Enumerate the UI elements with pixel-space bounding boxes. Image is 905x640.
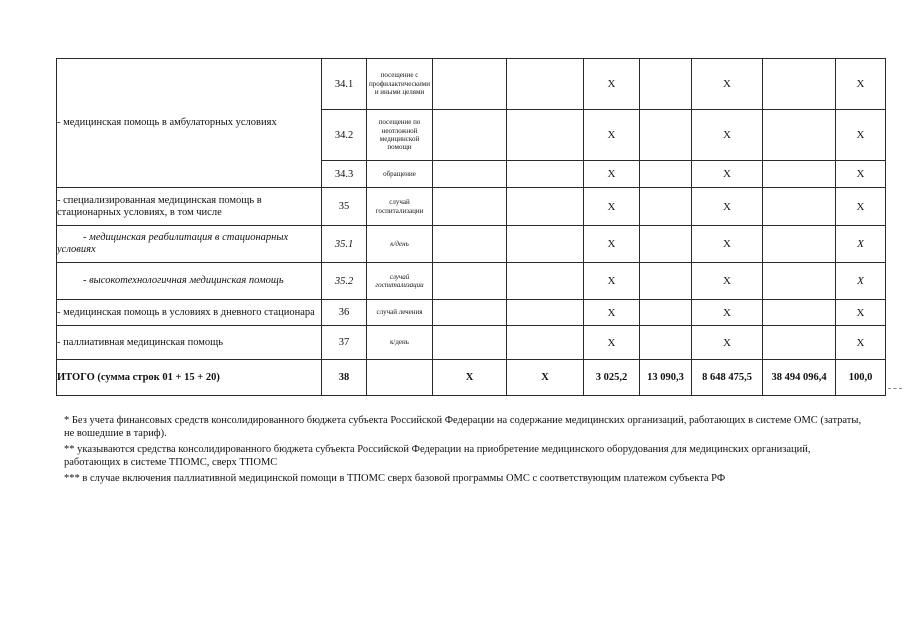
empty-cell xyxy=(433,226,507,263)
cell-x: X xyxy=(584,161,640,188)
row-unit: посещение с профилактическими и иными целями xyxy=(367,59,433,110)
table-row xyxy=(57,300,886,326)
empty-cell xyxy=(507,300,584,326)
cell-x: X xyxy=(836,326,886,360)
empty-cell xyxy=(763,110,836,161)
empty-cell xyxy=(433,263,507,300)
total-code: 38 xyxy=(322,360,367,396)
empty-cell xyxy=(433,188,507,226)
table-row xyxy=(57,226,886,263)
row-code: 35.2 xyxy=(322,263,367,300)
footnote: ** указываются средства консолидированного бюджета субъекта Российской Федерации на приобретение медицинского оборудования для медицинских организаций, работающих в системе ТПОМС, сверх ТПОМС xyxy=(64,444,811,468)
row-unit: посещение по неотложной медицинской помощи xyxy=(367,110,433,161)
empty-cell xyxy=(640,188,692,226)
empty-cell xyxy=(507,226,584,263)
row-code: 36 xyxy=(322,300,367,326)
empty-cell xyxy=(507,161,584,188)
row-label: - медицинская помощь в условиях в дневного стационара xyxy=(57,300,322,326)
cell-x: X xyxy=(836,188,886,226)
cell-x: X xyxy=(584,226,640,263)
table-row xyxy=(57,326,886,360)
cell-x: X xyxy=(836,110,886,161)
row-code: 35.1 xyxy=(322,226,367,263)
total-cell: 8 648 475,5 xyxy=(692,360,763,396)
cell-x: X xyxy=(836,300,886,326)
cell-x: X xyxy=(836,263,886,300)
row-label-ambulatory: - медицинская помощь в амбулаторных условиях xyxy=(57,59,322,188)
empty-cell xyxy=(763,300,836,326)
empty-cell xyxy=(763,161,836,188)
empty-cell xyxy=(433,300,507,326)
row-unit: к/день xyxy=(367,326,433,360)
cell-x: X xyxy=(692,188,763,226)
empty-cell xyxy=(507,263,584,300)
row-unit: случай лечения xyxy=(367,300,433,326)
total-cell: 38 494 096,4 xyxy=(763,360,836,396)
cell-x: X xyxy=(584,300,640,326)
empty-cell xyxy=(640,161,692,188)
table-row xyxy=(57,188,886,226)
row-label xyxy=(57,263,322,300)
cell-x: X xyxy=(836,161,886,188)
empty-cell xyxy=(763,263,836,300)
cell-x: X xyxy=(584,59,640,110)
empty-cell xyxy=(763,188,836,226)
cell-x: X xyxy=(584,263,640,300)
total-cell: Х xyxy=(507,360,584,396)
row-label-text: - высокотехнологичная медицинская помощь xyxy=(83,275,284,286)
empty-cell xyxy=(640,110,692,161)
total-label: ИТОГО (сумма строк 01 + 15 + 20) xyxy=(57,360,322,396)
row-code: 34.2 xyxy=(322,110,367,161)
row-label xyxy=(57,226,322,263)
summary-table xyxy=(56,58,886,396)
empty-cell xyxy=(433,59,507,110)
cell-x: X xyxy=(584,110,640,161)
total-cell: Х xyxy=(433,360,507,396)
empty-cell xyxy=(763,326,836,360)
row-unit: к/день xyxy=(367,226,433,263)
row-unit: обращение xyxy=(367,161,433,188)
empty-cell xyxy=(640,59,692,110)
table-row xyxy=(57,59,886,110)
empty-cell xyxy=(640,326,692,360)
total-cell: 13 090,3 xyxy=(640,360,692,396)
empty-cell xyxy=(433,110,507,161)
cell-x: X xyxy=(692,110,763,161)
empty-cell xyxy=(640,263,692,300)
empty-cell xyxy=(367,360,433,396)
row-code: 35 xyxy=(322,188,367,226)
scan-artifact-line xyxy=(888,388,902,389)
total-cell: 3 025,2 xyxy=(584,360,640,396)
footnote: *** в случае включения паллиативной медицинской помощи в ТПОМС сверх базовой программы ОМС с соответствующим платежом субъекта РФ xyxy=(64,473,726,484)
cell-x: X xyxy=(836,226,886,263)
empty-cell xyxy=(507,59,584,110)
empty-cell xyxy=(507,188,584,226)
total-cell: 100,0 xyxy=(836,360,886,396)
empty-cell xyxy=(640,300,692,326)
row-code: 34.1 xyxy=(322,59,367,110)
cell-x: X xyxy=(692,161,763,188)
empty-cell xyxy=(507,110,584,161)
empty-cell xyxy=(763,59,836,110)
row-code: 34.3 xyxy=(322,161,367,188)
cell-x: X xyxy=(692,59,763,110)
cell-x: X xyxy=(692,263,763,300)
cell-x: X xyxy=(692,226,763,263)
row-code: 37 xyxy=(322,326,367,360)
row-label-text: - медицинская реабилитация в стационарных условиях xyxy=(57,232,289,255)
cell-x: X xyxy=(836,59,886,110)
row-label: - паллиативная медицинская помощь xyxy=(57,326,322,360)
row-unit: случай госпитализации xyxy=(367,263,433,300)
empty-cell xyxy=(763,226,836,263)
total-row xyxy=(57,360,886,396)
cell-x: X xyxy=(692,300,763,326)
cell-x: X xyxy=(584,326,640,360)
row-unit: случай госпитализации xyxy=(367,188,433,226)
empty-cell xyxy=(640,226,692,263)
cell-x: X xyxy=(584,188,640,226)
table-row xyxy=(57,263,886,300)
footnotes xyxy=(64,414,864,488)
empty-cell xyxy=(433,326,507,360)
footnote: * Без учета финансовых средств консолидированного бюджета субъекта Российской Федерации на содержание медицинских организаций, работающих в системе ОМС (затраты, не вошедшие в тариф). xyxy=(64,415,862,439)
row-label: - специализированная медицинская помощь в стационарных условиях, в том числе xyxy=(57,188,322,226)
empty-cell xyxy=(507,326,584,360)
cell-x: X xyxy=(692,326,763,360)
empty-cell xyxy=(433,161,507,188)
